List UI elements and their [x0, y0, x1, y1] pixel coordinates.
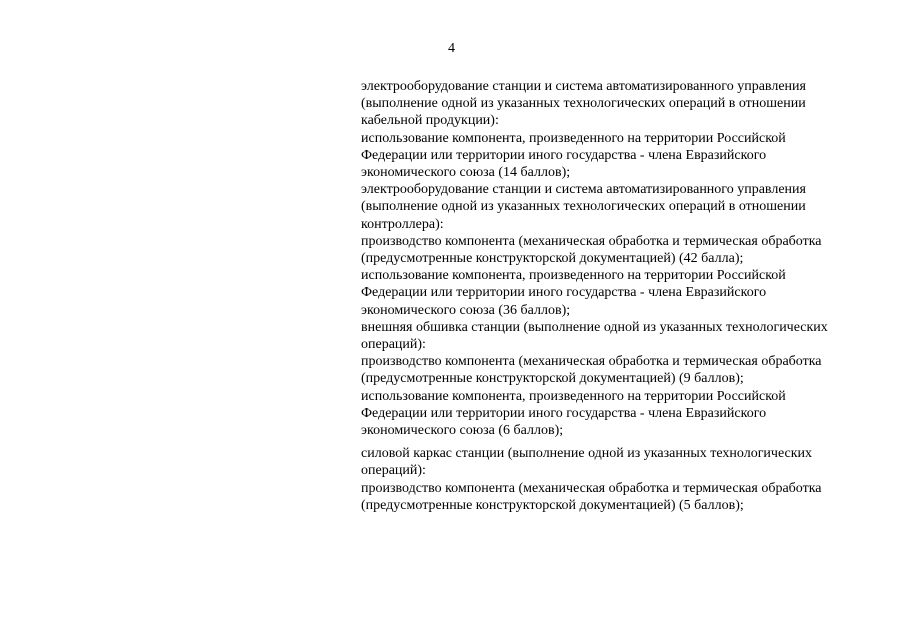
- text-line: экономического союза (36 баллов);: [361, 302, 571, 318]
- paragraph: [361, 319, 881, 353]
- text-line: производство компонента (механическая обработка и термическая обработка: [361, 354, 822, 370]
- text-line: производство компонента (механическая обработка и термическая обработка: [361, 480, 822, 496]
- paragraph: [361, 480, 881, 514]
- text-line: использование компонента, произведенного на территории Российской: [361, 268, 786, 284]
- text-line: контроллера):: [361, 216, 444, 232]
- text-line: экономического союза (14 баллов);: [361, 165, 571, 181]
- text-line: (выполнение одной из указанных технологических операций в отношении: [361, 199, 806, 215]
- text-line: кабельной продукции):: [361, 113, 499, 129]
- text-line: (предусмотренные конструкторской документацией) (9 баллов);: [361, 371, 744, 387]
- text-line: Федерации или территории иного государства - члена Евразийского: [361, 285, 767, 301]
- paragraph: [361, 78, 881, 130]
- text-line: (предусмотренные конструкторской документацией) (5 баллов);: [361, 497, 744, 513]
- text-line: (выполнение одной из указанных технологических операций в отношении: [361, 96, 806, 112]
- text-line: Федерации или территории иного государства - члена Евразийского: [361, 405, 767, 421]
- page-number: 4: [448, 41, 455, 56]
- text-line: (предусмотренные конструкторской документацией) (42 балла);: [361, 251, 744, 267]
- text-line: использование компонента, произведенного на территории Российской: [361, 388, 786, 404]
- text-line: операций):: [361, 337, 426, 353]
- paragraph: [361, 353, 881, 387]
- text-line: электрооборудование станции и система автоматизированного управления: [361, 182, 806, 198]
- paragraph: [361, 445, 881, 479]
- text-line: использование компонента, произведенного на территории Российской: [361, 130, 786, 146]
- document-body: [361, 78, 881, 514]
- text-line: внешняя обшивка станции (выполнение одной из указанных технологических: [361, 319, 828, 335]
- text-line: силовой каркас станции (выполнение одной из указанных технологических: [361, 446, 813, 462]
- text-line: производство компонента (механическая обработка и термическая обработка: [361, 233, 822, 249]
- text-line: экономического союза (6 баллов);: [361, 423, 564, 439]
- paragraph: [361, 388, 881, 440]
- text-line: операций):: [361, 463, 426, 479]
- paragraph: [361, 233, 881, 267]
- text-line: электрооборудование станции и система автоматизированного управления: [361, 79, 806, 94]
- paragraph: [361, 181, 881, 233]
- text-line: Федерации или территории иного государства - члена Евразийского: [361, 147, 767, 163]
- paragraph: [361, 130, 881, 182]
- paragraph: [361, 267, 881, 319]
